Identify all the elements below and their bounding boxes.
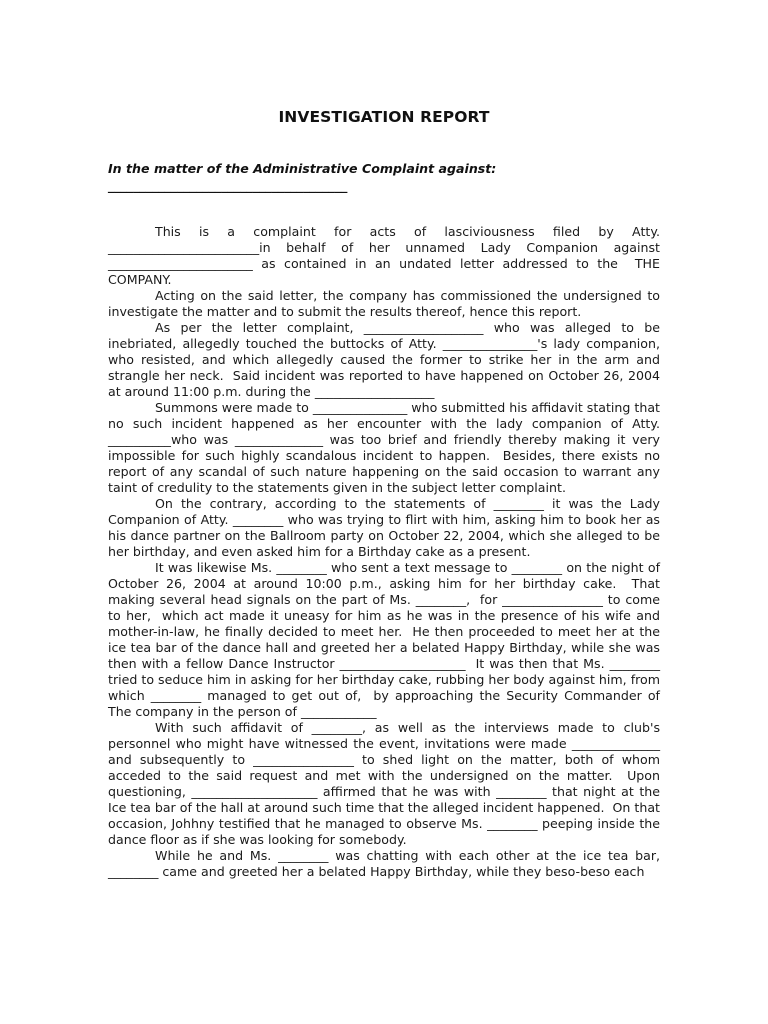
paragraph: Acting on the said letter, the company has commissioned the undersigned to investigate the matter and to submit the results thereof, hence this report. [108,288,665,319]
paragraph: Summons were made to _______________ who submitted his affidavit stating that no such incident happened as her encounter with the lady companion of Atty. __________who was ______________ was too brief and friendly thereby making it very impossible for such highly scandalous incident to happen. Besides, there exists no report of any scandal of such nature happening on the said occasion to warrant any taint of credulity to the statements given in the subject letter complaint. [108,400,665,495]
paragraph: As per the letter complaint, ___________________ who was alleged to be inebriated, allegedly touched the buttocks of Atty. _______________'s lady companion, who resisted, and which allegedly caused the former to strike her in the arm and strangle her neck. Said incident was reported to have happened on October 26, 2004 at around 11:00 p.m. during the ___________________ [108,320,665,399]
complaint-subject [108,160,660,194]
subject-blank: ______________________________________ [108,178,348,193]
report-title: INVESTIGATION REPORT [278,108,490,126]
paragraph: With such affidavit of ________, as well as the interviews made to club's personnel who might have witnessed the event, invitations were made ______________ and subsequently to ________________ to shed light on the matter, both of whom acceded to the said request and met with the undersigned on the matter. Upon questioning, ____________________ affirmed that he was with ________ that night at the Ice tea bar of the hall at around such time that the alleged incident happened. On that occasion, Johhny testified that he managed to observe Ms. ________ peeping inside the dance floor as if she was looking for somebody. [108,720,665,847]
subject-line: In the matter of the Administrative Complaint against: [108,161,497,176]
paragraph: It was likewise Ms. ________ who sent a text message to ________ on the night of October 26, 2004 at around 10:00 p.m., asking him for her birthday cake. That making several head signals on the part of Ms. ________, for ________________ to come to her, which act made it uneasy for him as he was in the presence of his wife and mother-in-law, he finally decided to meet her. He then proceeded to meet her at the ice tea bar of the dance hall and greeted her a belated Happy Birthday, while she was then with a fellow Dance Instructor ____________________ It was then that Ms. ________ tried to seduce him in asking for her birthday cake, rubbing her body against him, from which ________ managed to get out of, by approaching the Security Commander of The company in the person of ____________ [108,560,665,719]
paragraph: This is a complaint for acts of lasciviousness filed by Atty. ________________________in behalf of her unnamed Lady Companion against _______________________ as contained in an undated letter addressed to the THE COMPANY. [108,224,665,287]
paragraph: On the contrary, according to the statements of ________ it was the Lady Companion of Atty. ________ who was trying to flirt with him, asking him to book her as his dance partner on the Ballroom party on October 22, 2004, which she alleged to be her birthday, and even asked him for a Birthday cake as a present. [108,496,665,559]
report-body [108,224,665,880]
paragraph: While he and Ms. ________ was chatting with each other at the ice tea bar, ________ came and greeted her a belated Happy Birthday, while they beso-beso each [108,848,665,879]
